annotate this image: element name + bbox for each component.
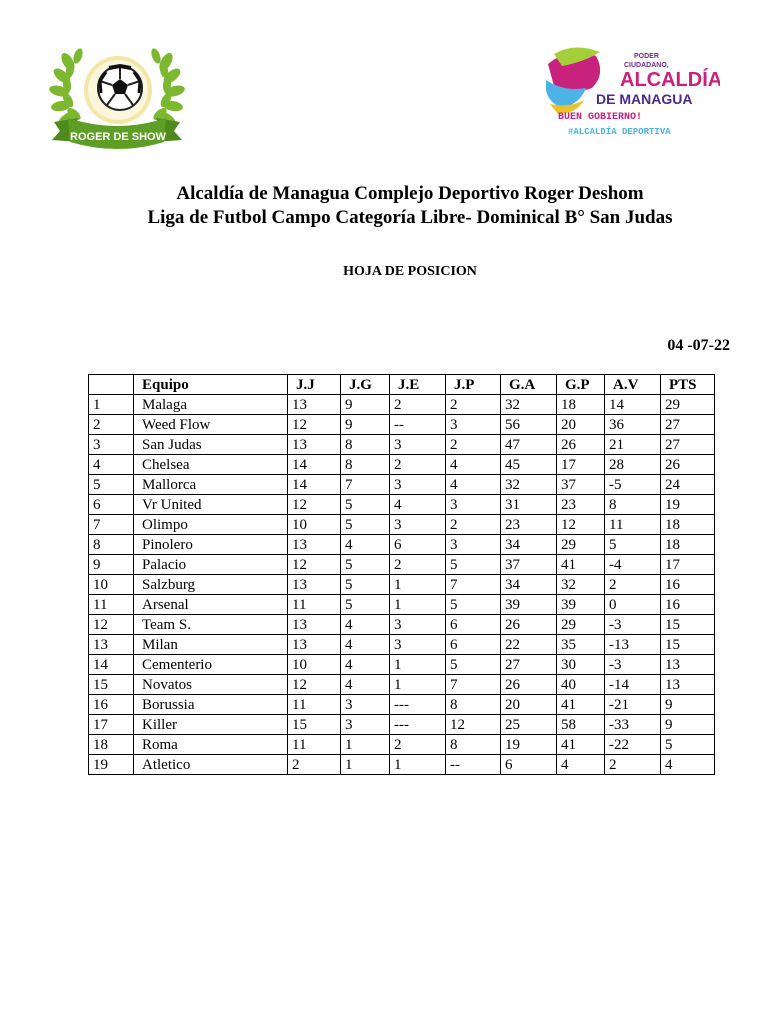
cell-goal-difference: 21 — [605, 435, 661, 455]
cell-points: 27 — [661, 415, 715, 435]
header-position — [89, 375, 134, 395]
cell-goal-difference: 28 — [605, 455, 661, 475]
cell-drawn: 1 — [390, 655, 446, 675]
cell-points: 19 — [661, 495, 715, 515]
cell-played: 13 — [288, 435, 341, 455]
cell-points: 13 — [661, 655, 715, 675]
cell-team: Arsenal — [134, 595, 288, 615]
cell-goals-against: 41 — [557, 555, 605, 575]
cell-played: 2 — [288, 755, 341, 775]
cell-points: 15 — [661, 615, 715, 635]
cell-team: Chelsea — [134, 455, 288, 475]
cell-won: 5 — [341, 595, 390, 615]
cell-points: 16 — [661, 575, 715, 595]
logo-right-line3: ALCALDÍA — [620, 69, 720, 91]
cell-goals-for: 32 — [501, 475, 557, 495]
logo-right-line4: DE MANAGUA — [596, 91, 693, 107]
document-title-line-1: Alcaldía de Managua Complejo Deportivo Roger Deshom — [176, 183, 644, 204]
cell-lost: 2 — [446, 435, 501, 455]
cell-goal-difference: -4 — [605, 555, 661, 575]
table-row — [89, 555, 715, 575]
cell-played: 12 — [288, 495, 341, 515]
header-played: J.J — [288, 375, 341, 395]
cell-position: 5 — [89, 475, 134, 495]
cell-drawn: 3 — [390, 515, 446, 535]
cell-goals-for: 23 — [501, 515, 557, 535]
cell-position: 19 — [89, 755, 134, 775]
cell-points: 15 — [661, 635, 715, 655]
cell-goal-difference: 0 — [605, 595, 661, 615]
cell-points: 29 — [661, 395, 715, 415]
cell-goal-difference: 14 — [605, 395, 661, 415]
cell-team: Vr United — [134, 495, 288, 515]
document-subtitle: HOJA DE POSICION — [343, 264, 477, 279]
cell-lost: 3 — [446, 495, 501, 515]
cell-lost: 5 — [446, 555, 501, 575]
table-row — [89, 695, 715, 715]
cell-lost: 3 — [446, 535, 501, 555]
cell-lost: 6 — [446, 615, 501, 635]
cell-played: 15 — [288, 715, 341, 735]
cell-goals-against: 39 — [557, 595, 605, 615]
cell-team: Roma — [134, 735, 288, 755]
cell-goals-against: 40 — [557, 675, 605, 695]
header-goals-for: G.A — [501, 375, 557, 395]
cell-goals-against: 58 — [557, 715, 605, 735]
cell-goals-against: 18 — [557, 395, 605, 415]
table-row — [89, 655, 715, 675]
cell-points: 5 — [661, 735, 715, 755]
cell-drawn: 2 — [390, 555, 446, 575]
cell-goals-for: 6 — [501, 755, 557, 775]
cell-played: 10 — [288, 515, 341, 535]
cell-won: 5 — [341, 515, 390, 535]
cell-won: 5 — [341, 555, 390, 575]
table-row — [89, 475, 715, 495]
cell-won: 1 — [341, 755, 390, 775]
cell-drawn: 2 — [390, 735, 446, 755]
cell-team: Mallorca — [134, 475, 288, 495]
cell-played: 12 — [288, 415, 341, 435]
table-row — [89, 675, 715, 695]
cell-played: 11 — [288, 695, 341, 715]
cell-drawn: 3 — [390, 475, 446, 495]
cell-team: Atletico — [134, 755, 288, 775]
cell-won: 8 — [341, 435, 390, 455]
cell-goals-against: 20 — [557, 415, 605, 435]
cell-lost: 5 — [446, 655, 501, 675]
cell-team: Milan — [134, 635, 288, 655]
cell-goals-against: 41 — [557, 695, 605, 715]
cell-goals-for: 34 — [501, 535, 557, 555]
cell-goals-for: 56 — [501, 415, 557, 435]
cell-points: 13 — [661, 675, 715, 695]
cell-team: Salzburg — [134, 575, 288, 595]
cell-position: 17 — [89, 715, 134, 735]
table-row — [89, 455, 715, 475]
cell-position: 16 — [89, 695, 134, 715]
table-header-row — [89, 375, 715, 395]
header-points: PTS — [661, 375, 715, 395]
cell-lost: 2 — [446, 395, 501, 415]
cell-goal-difference: -5 — [605, 475, 661, 495]
header-won: J.G — [341, 375, 390, 395]
document-date: 04 -07-22 — [667, 337, 730, 354]
cell-drawn: 1 — [390, 755, 446, 775]
cell-won: 4 — [341, 535, 390, 555]
cell-points: 26 — [661, 455, 715, 475]
cell-goal-difference: 36 — [605, 415, 661, 435]
cell-won: 3 — [341, 695, 390, 715]
standings-body — [89, 395, 715, 775]
cell-goal-difference: -33 — [605, 715, 661, 735]
cell-team: Olimpo — [134, 515, 288, 535]
cell-team: Killer — [134, 715, 288, 735]
cell-points: 9 — [661, 715, 715, 735]
cell-goal-difference: -13 — [605, 635, 661, 655]
table-row — [89, 735, 715, 755]
cell-drawn: 2 — [390, 395, 446, 415]
cell-goals-for: 26 — [501, 675, 557, 695]
cell-position: 12 — [89, 615, 134, 635]
cell-goals-against: 23 — [557, 495, 605, 515]
cell-team: Weed Flow — [134, 415, 288, 435]
cell-position: 15 — [89, 675, 134, 695]
cell-drawn: 1 — [390, 595, 446, 615]
cell-drawn: 3 — [390, 435, 446, 455]
cell-won: 9 — [341, 395, 390, 415]
cell-played: 13 — [288, 535, 341, 555]
table-row — [89, 395, 715, 415]
logo-right-line2: CIUDADANO, — [624, 62, 669, 69]
cell-goals-against: 37 — [557, 475, 605, 495]
cell-goals-against: 26 — [557, 435, 605, 455]
logo-left-text: ROGER DE SHOW — [70, 131, 166, 143]
cell-lost: 12 — [446, 715, 501, 735]
cell-goals-for: 19 — [501, 735, 557, 755]
cell-won: 5 — [341, 575, 390, 595]
cell-played: 12 — [288, 555, 341, 575]
cell-drawn: 1 — [390, 675, 446, 695]
logo-right-line5: BUEN GOBIERNO! — [558, 112, 643, 123]
cell-points: 16 — [661, 595, 715, 615]
header-team: Equipo — [134, 375, 288, 395]
table-row — [89, 495, 715, 515]
cell-position: 11 — [89, 595, 134, 615]
cell-drawn: 6 — [390, 535, 446, 555]
cell-position: 9 — [89, 555, 134, 575]
cell-lost: 2 — [446, 515, 501, 535]
logo-right-line6: #ALCALDÍA DEPORTIVA — [568, 127, 671, 137]
table-row — [89, 615, 715, 635]
cell-position: 13 — [89, 635, 134, 655]
cell-lost: 4 — [446, 475, 501, 495]
cell-position: 14 — [89, 655, 134, 675]
cell-goals-against: 32 — [557, 575, 605, 595]
cell-goal-difference: 2 — [605, 755, 661, 775]
document-title-line-2: Liga de Futbol Campo Categoría Libre- Dominical B° San Judas — [147, 207, 673, 228]
cell-goal-difference: -3 — [605, 615, 661, 635]
cell-team: Cementerio — [134, 655, 288, 675]
cell-team: Palacio — [134, 555, 288, 575]
alcaldia-managua-logo — [540, 44, 720, 144]
cell-team: Novatos — [134, 675, 288, 695]
cell-goals-for: 37 — [501, 555, 557, 575]
cell-goals-against: 30 — [557, 655, 605, 675]
cell-position: 8 — [89, 535, 134, 555]
header-drawn: J.E — [390, 375, 446, 395]
cell-points: 4 — [661, 755, 715, 775]
table-row — [89, 635, 715, 655]
table-row — [89, 415, 715, 435]
cell-goal-difference: 8 — [605, 495, 661, 515]
cell-goals-for: 32 — [501, 395, 557, 415]
header-goal-difference: A.V — [605, 375, 661, 395]
cell-goals-for: 26 — [501, 615, 557, 635]
cell-position: 10 — [89, 575, 134, 595]
cell-team: Malaga — [134, 395, 288, 415]
cell-position: 1 — [89, 395, 134, 415]
cell-lost: 7 — [446, 675, 501, 695]
standings-table — [88, 374, 715, 775]
cell-position: 3 — [89, 435, 134, 455]
cell-won: 1 — [341, 735, 390, 755]
cell-team: Team S. — [134, 615, 288, 635]
cell-drawn: 1 — [390, 575, 446, 595]
cell-lost: 5 — [446, 595, 501, 615]
cell-goals-for: 47 — [501, 435, 557, 455]
cell-played: 11 — [288, 595, 341, 615]
cell-points: 27 — [661, 435, 715, 455]
cell-won: 9 — [341, 415, 390, 435]
cell-goal-difference: -3 — [605, 655, 661, 675]
cell-played: 13 — [288, 395, 341, 415]
cell-goal-difference: -22 — [605, 735, 661, 755]
cell-drawn: --- — [390, 695, 446, 715]
cell-played: 13 — [288, 575, 341, 595]
cell-points: 24 — [661, 475, 715, 495]
cell-goal-difference: 5 — [605, 535, 661, 555]
cell-goals-against: 35 — [557, 635, 605, 655]
cell-goals-against: 12 — [557, 515, 605, 535]
cell-won: 3 — [341, 715, 390, 735]
cell-played: 12 — [288, 675, 341, 695]
cell-goals-against: 29 — [557, 615, 605, 635]
cell-drawn: --- — [390, 715, 446, 735]
cell-goals-for: 45 — [501, 455, 557, 475]
cell-played: 14 — [288, 455, 341, 475]
cell-played: 10 — [288, 655, 341, 675]
cell-position: 2 — [89, 415, 134, 435]
cell-position: 18 — [89, 735, 134, 755]
table-row — [89, 595, 715, 615]
header-goals-against: G.P — [557, 375, 605, 395]
cell-lost: 6 — [446, 635, 501, 655]
cell-lost: 3 — [446, 415, 501, 435]
cell-lost: -- — [446, 755, 501, 775]
cell-played: 11 — [288, 735, 341, 755]
cell-drawn: -- — [390, 415, 446, 435]
cell-lost: 8 — [446, 735, 501, 755]
table-row — [89, 715, 715, 735]
cell-won: 4 — [341, 615, 390, 635]
soccer-ball-laurel-icon — [34, 30, 200, 160]
cell-won: 8 — [341, 455, 390, 475]
cell-team: Pinolero — [134, 535, 288, 555]
cell-lost: 8 — [446, 695, 501, 715]
cell-goals-against: 29 — [557, 535, 605, 555]
table-row — [89, 435, 715, 455]
logo-right-line1: PODER — [634, 53, 659, 60]
cell-goals-against: 17 — [557, 455, 605, 475]
cell-won: 7 — [341, 475, 390, 495]
cell-goal-difference: 2 — [605, 575, 661, 595]
cell-won: 4 — [341, 675, 390, 695]
cell-drawn: 3 — [390, 615, 446, 635]
table-row — [89, 535, 715, 555]
cell-won: 4 — [341, 635, 390, 655]
roger-de-show-logo — [34, 30, 200, 160]
cell-position: 6 — [89, 495, 134, 515]
cell-drawn: 2 — [390, 455, 446, 475]
cell-won: 5 — [341, 495, 390, 515]
cell-goal-difference: -21 — [605, 695, 661, 715]
cell-goals-against: 41 — [557, 735, 605, 755]
table-row — [89, 575, 715, 595]
cell-played: 13 — [288, 635, 341, 655]
cell-team: San Judas — [134, 435, 288, 455]
cell-goals-for: 31 — [501, 495, 557, 515]
cell-position: 7 — [89, 515, 134, 535]
cell-goal-difference: -14 — [605, 675, 661, 695]
cell-goals-for: 22 — [501, 635, 557, 655]
table-row — [89, 755, 715, 775]
cell-lost: 7 — [446, 575, 501, 595]
cell-goals-against: 4 — [557, 755, 605, 775]
cell-points: 9 — [661, 695, 715, 715]
cell-goals-for: 34 — [501, 575, 557, 595]
cell-drawn: 3 — [390, 635, 446, 655]
cell-position: 4 — [89, 455, 134, 475]
cell-won: 4 — [341, 655, 390, 675]
cell-played: 14 — [288, 475, 341, 495]
cell-goals-for: 27 — [501, 655, 557, 675]
header-lost: J.P — [446, 375, 501, 395]
cell-goals-for: 20 — [501, 695, 557, 715]
cell-points: 17 — [661, 555, 715, 575]
table-row — [89, 515, 715, 535]
cell-goal-difference: 11 — [605, 515, 661, 535]
cell-points: 18 — [661, 515, 715, 535]
cell-team: Borussia — [134, 695, 288, 715]
cell-goals-for: 25 — [501, 715, 557, 735]
cell-drawn: 4 — [390, 495, 446, 515]
cell-lost: 4 — [446, 455, 501, 475]
cell-goals-for: 39 — [501, 595, 557, 615]
cell-points: 18 — [661, 535, 715, 555]
cell-played: 13 — [288, 615, 341, 635]
